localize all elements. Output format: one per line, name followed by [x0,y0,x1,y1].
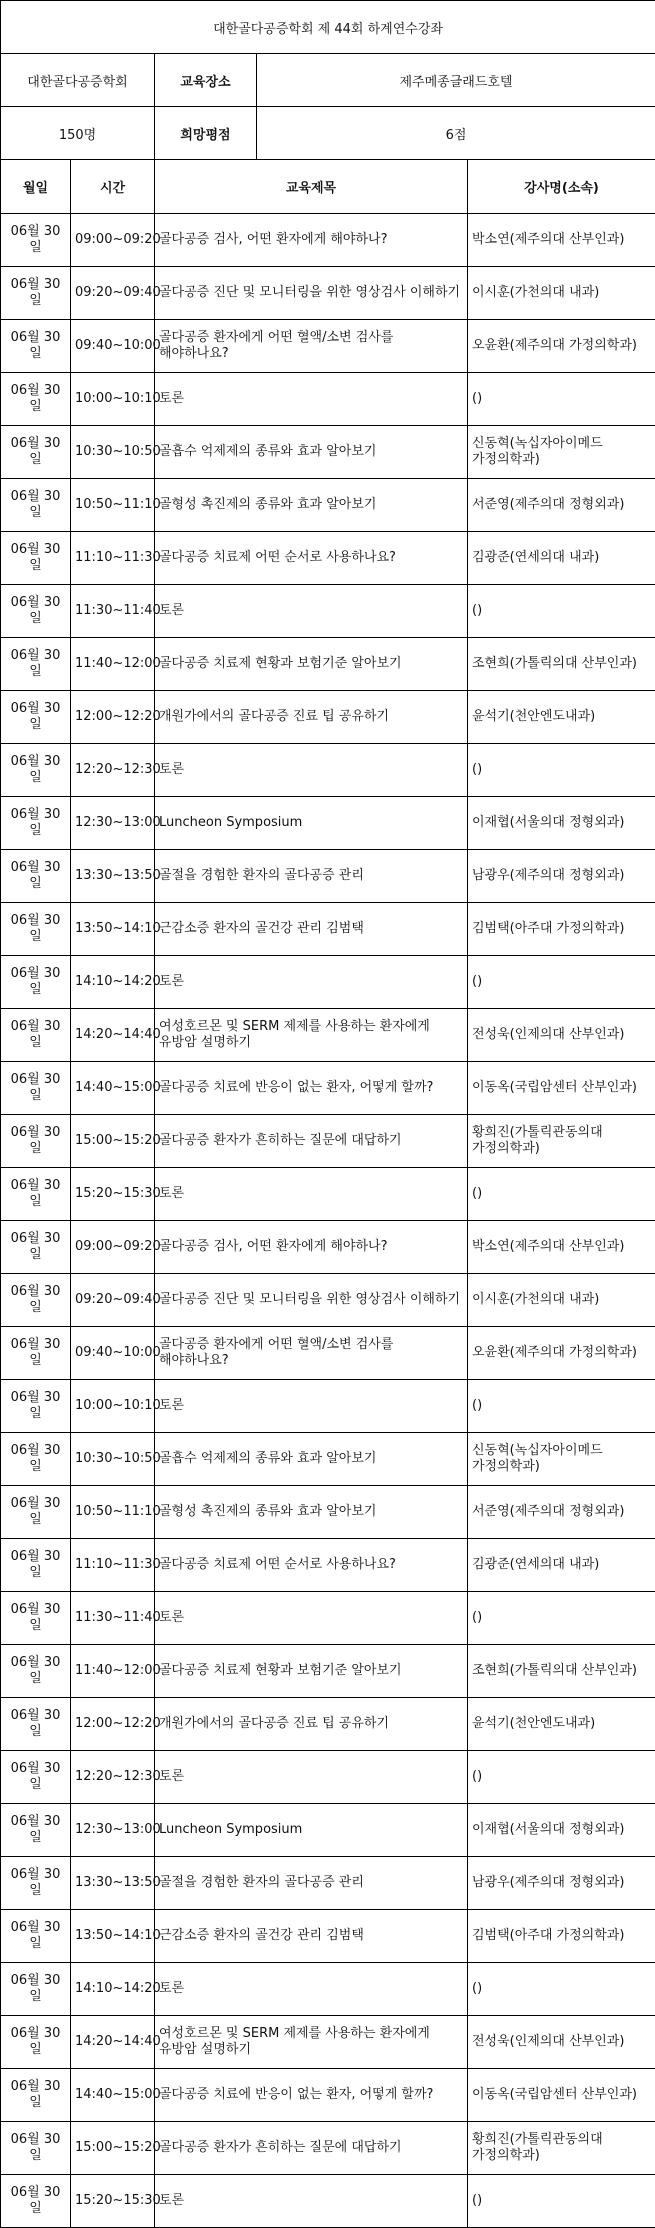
table-row [1,638,655,691]
row-date: 06월 30일 [1,479,71,532]
row-subject: 토론 [155,585,468,638]
row-date: 06월 30일 [1,1115,71,1168]
table-row [1,267,655,320]
row-date: 06월 30일 [1,532,71,585]
row-lecturer: 김광준(연세의대 내과) [468,532,655,585]
row-date: 06월 30일 [1,1963,71,2016]
table-row [1,1698,655,1751]
title-row [1,1,655,54]
row-subject: 골다공증 진단 및 모니터링을 위한 영상검사 이해하기 [155,267,468,320]
table-row [1,691,655,744]
table-row [1,1486,655,1539]
row-lecturer: 김범택(아주대 가정의학과) [468,903,655,956]
row-time: 15:20~15:30 [71,1168,155,1221]
org-name: 대한골다공증학회 [1,54,155,107]
row-time: 10:00~10:10 [71,1380,155,1433]
row-lecturer: 신동혁(녹십자아이메드 가정의학과) [468,1433,655,1486]
venue-value: 제주메종글래드호텔 [257,54,655,107]
table-row [1,1910,655,1963]
row-date: 06월 30일 [1,1380,71,1433]
row-lecturer: () [468,1751,655,1804]
row-time: 11:10~11:30 [71,1539,155,1592]
row-time: 11:40~12:00 [71,638,155,691]
table-row [1,1274,655,1327]
row-subject: 토론 [155,1380,468,1433]
table-row [1,585,655,638]
table-row [1,1168,655,1221]
row-subject: 토론 [155,956,468,1009]
row-lecturer: 오윤환(제주의대 가정의학과) [468,1327,655,1380]
row-date: 06월 30일 [1,903,71,956]
row-subject: 골다공증 치료제 현황과 보험기준 알아보기 [155,1645,468,1698]
row-time: 15:20~15:30 [71,2175,155,2228]
info-row-points [1,107,655,160]
table-row [1,956,655,1009]
row-lecturer: 전성욱(인제의대 산부인과) [468,2016,655,2069]
row-subject: 토론 [155,373,468,426]
row-time: 12:30~13:00 [71,1804,155,1857]
row-lecturer: () [468,956,655,1009]
row-date: 06월 30일 [1,2122,71,2175]
row-date: 06월 30일 [1,1221,71,1274]
row-time: 11:30~11:40 [71,1592,155,1645]
row-date: 06월 30일 [1,744,71,797]
row-lecturer: () [468,1592,655,1645]
table-row [1,2122,655,2175]
row-date: 06월 30일 [1,214,71,267]
row-time: 09:20~09:40 [71,1274,155,1327]
row-lecturer: 이재협(서울의대 정형외과) [468,797,655,850]
header-row [1,160,655,214]
row-lecturer: () [468,1963,655,2016]
row-date: 06월 30일 [1,1751,71,1804]
row-date: 06월 30일 [1,850,71,903]
row-subject: 골형성 촉진제의 종류와 효과 알아보기 [155,1486,468,1539]
row-time: 13:30~13:50 [71,1857,155,1910]
row-date: 06월 30일 [1,1486,71,1539]
row-time: 13:50~14:10 [71,1910,155,1963]
row-time: 14:40~15:00 [71,1062,155,1115]
row-lecturer: () [468,585,655,638]
row-lecturer: () [468,2175,655,2228]
row-lecturer: 서준영(제주의대 정형외과) [468,1486,655,1539]
row-lecturer: 윤석기(천안엔도내과) [468,691,655,744]
table-row [1,1115,655,1168]
row-lecturer: 이시훈(가천의대 내과) [468,1274,655,1327]
row-lecturer: 이동옥(국립암센터 산부인과) [468,1062,655,1115]
row-lecturer: () [468,744,655,797]
row-date: 06월 30일 [1,1910,71,1963]
row-subject: 토론 [155,1963,468,2016]
table-row [1,426,655,479]
row-subject: 개원가에서의 골다공증 진료 팁 공유하기 [155,1698,468,1751]
row-time: 09:00~09:20 [71,1221,155,1274]
row-subject: 골다공증 치료제 어떤 순서로 사용하나요? [155,1539,468,1592]
table-row [1,1062,655,1115]
row-time: 14:20~14:40 [71,2016,155,2069]
row-date: 06월 30일 [1,2069,71,2122]
table-row [1,903,655,956]
row-time: 12:00~12:20 [71,691,155,744]
header-date: 월일 [1,160,71,214]
row-lecturer: 이시훈(가천의대 내과) [468,267,655,320]
table-row [1,1221,655,1274]
row-subject: 골흡수 억제제의 종류와 효과 알아보기 [155,1433,468,1486]
row-subject: 골다공증 치료에 반응이 없는 환자, 어떻게 할까? [155,1062,468,1115]
row-date: 06월 30일 [1,1592,71,1645]
header-lecturer: 강사명(소속) [468,160,655,214]
row-date: 06월 30일 [1,1804,71,1857]
row-time: 14:10~14:20 [71,1963,155,2016]
row-date: 06월 30일 [1,373,71,426]
table-row [1,2069,655,2122]
row-time: 13:50~14:10 [71,903,155,956]
info-row-venue [1,54,655,107]
row-subject: 토론 [155,2175,468,2228]
row-subject: 골절을 경험한 환자의 골다공증 관리 [155,1857,468,1910]
row-lecturer: 남광우(제주의대 정형외과) [468,850,655,903]
table-row [1,744,655,797]
table-row [1,1433,655,1486]
row-subject: 골형성 촉진제의 종류와 효과 알아보기 [155,479,468,532]
row-time: 10:30~10:50 [71,426,155,479]
row-lecturer: 윤석기(천안엔도내과) [468,1698,655,1751]
row-lecturer: 오윤환(제주의대 가정의학과) [468,320,655,373]
row-lecturer: () [468,1168,655,1221]
row-subject: 여성호르몬 및 SERM 제제를 사용하는 환자에게 유방암 설명하기 [155,2016,468,2069]
row-lecturer: 박소연(제주의대 산부인과) [468,214,655,267]
row-subject: 여성호르몬 및 SERM 제제를 사용하는 환자에게 유방암 설명하기 [155,1009,468,1062]
row-time: 12:20~12:30 [71,1751,155,1804]
points-value: 6점 [257,107,655,160]
table-row [1,1380,655,1433]
row-date: 06월 30일 [1,1857,71,1910]
row-time: 09:00~09:20 [71,214,155,267]
row-subject: 토론 [155,744,468,797]
row-lecturer: 김범택(아주대 가정의학과) [468,1910,655,1963]
row-subject: 토론 [155,1592,468,1645]
row-date: 06월 30일 [1,1327,71,1380]
row-lecturer: 이재협(서울의대 정형외과) [468,1804,655,1857]
row-subject: 근감소증 환자의 골건강 관리 김범택 [155,903,468,956]
table-row [1,1857,655,1910]
row-lecturer: 박소연(제주의대 산부인과) [468,1221,655,1274]
table-row [1,214,655,267]
table-row [1,373,655,426]
row-time: 09:40~10:00 [71,320,155,373]
row-lecturer: () [468,373,655,426]
table-row [1,850,655,903]
row-time: 10:50~11:10 [71,479,155,532]
row-time: 09:40~10:00 [71,1327,155,1380]
row-subject: 토론 [155,1751,468,1804]
row-date: 06월 30일 [1,1645,71,1698]
row-time: 09:20~09:40 [71,267,155,320]
row-subject: 골다공증 검사, 어떤 환자에게 해야하나? [155,214,468,267]
row-date: 06월 30일 [1,2175,71,2228]
row-subject: 골다공증 치료에 반응이 없는 환자, 어떻게 할까? [155,2069,468,2122]
table-row [1,1804,655,1857]
row-lecturer: 황희진(가톨릭관동의대 가정의학과) [468,2122,655,2175]
row-date: 06월 30일 [1,797,71,850]
row-date: 06월 30일 [1,691,71,744]
row-time: 10:00~10:10 [71,373,155,426]
attendee-count: 150명 [1,107,155,160]
header-time: 시간 [71,160,155,214]
row-date: 06월 30일 [1,1698,71,1751]
row-subject: 토론 [155,1168,468,1221]
table-row [1,797,655,850]
row-time: 14:20~14:40 [71,1009,155,1062]
row-time: 11:10~11:30 [71,532,155,585]
table-row [1,320,655,373]
table-row [1,1009,655,1062]
row-time: 10:30~10:50 [71,1433,155,1486]
row-lecturer: 조현희(가톨릭의대 산부인과) [468,1645,655,1698]
row-time: 10:50~11:10 [71,1486,155,1539]
table-row [1,1645,655,1698]
row-time: 12:00~12:20 [71,1698,155,1751]
row-date: 06월 30일 [1,2016,71,2069]
row-time: 14:40~15:00 [71,2069,155,2122]
row-date: 06월 30일 [1,320,71,373]
row-subject: 골다공증 진단 및 모니터링을 위한 영상검사 이해하기 [155,1274,468,1327]
row-lecturer: () [468,1380,655,1433]
row-date: 06월 30일 [1,267,71,320]
row-date: 06월 30일 [1,426,71,479]
points-label: 희망평점 [155,107,257,160]
row-subject: 골절을 경험한 환자의 골다공증 관리 [155,850,468,903]
row-lecturer: 김광준(연세의대 내과) [468,1539,655,1592]
row-time: 14:10~14:20 [71,956,155,1009]
table-row [1,532,655,585]
row-time: 15:00~15:20 [71,1115,155,1168]
row-subject: 골다공증 치료제 현황과 보험기준 알아보기 [155,638,468,691]
row-subject: Luncheon Symposium [155,1804,468,1857]
table-row [1,1963,655,2016]
row-lecturer: 전성욱(인제의대 산부인과) [468,1009,655,1062]
table-row [1,1592,655,1645]
table-row [1,1751,655,1804]
table-row [1,2016,655,2069]
row-lecturer: 황희진(가톨릭관동의대 가정의학과) [468,1115,655,1168]
table-row [1,1539,655,1592]
row-subject: 골다공증 환자에게 어떤 혈액/소변 검사를 해야하나요? [155,1327,468,1380]
row-subject: 개원가에서의 골다공증 진료 팁 공유하기 [155,691,468,744]
page-title: 대한골다공증학회 제 44회 하계연수강좌 [1,1,655,54]
row-time: 15:00~15:20 [71,2122,155,2175]
row-lecturer: 신동혁(녹십자아이메드 가정의학과) [468,426,655,479]
row-subject: 근감소증 환자의 골건강 관리 김범택 [155,1910,468,1963]
row-date: 06월 30일 [1,1274,71,1327]
row-lecturer: 서준영(제주의대 정형외과) [468,479,655,532]
row-time: 12:20~12:30 [71,744,155,797]
row-time: 13:30~13:50 [71,850,155,903]
row-date: 06월 30일 [1,1433,71,1486]
row-subject: 골다공증 검사, 어떤 환자에게 해야하나? [155,1221,468,1274]
row-time: 12:30~13:00 [71,797,155,850]
row-date: 06월 30일 [1,638,71,691]
row-subject: 골다공증 환자가 흔히하는 질문에 대답하기 [155,1115,468,1168]
row-subject: 골다공증 환자가 흔히하는 질문에 대답하기 [155,2122,468,2175]
row-subject: 골다공증 치료제 어떤 순서로 사용하나요? [155,532,468,585]
row-subject: 골다공증 환자에게 어떤 혈액/소변 검사를 해야하나요? [155,320,468,373]
row-date: 06월 30일 [1,585,71,638]
row-date: 06월 30일 [1,1539,71,1592]
row-date: 06월 30일 [1,1168,71,1221]
row-date: 06월 30일 [1,1062,71,1115]
table-row [1,2175,655,2228]
row-lecturer: 남광우(제주의대 정형외과) [468,1857,655,1910]
header-subject: 교육제목 [155,160,468,214]
table-row [1,1327,655,1380]
row-subject: Luncheon Symposium [155,797,468,850]
row-time: 11:30~11:40 [71,585,155,638]
row-date: 06월 30일 [1,956,71,1009]
row-date: 06월 30일 [1,1009,71,1062]
venue-label: 교육장소 [155,54,257,107]
table-row [1,479,655,532]
row-time: 11:40~12:00 [71,1645,155,1698]
row-subject: 골흡수 억제제의 종류와 효과 알아보기 [155,426,468,479]
row-lecturer: 이동옥(국립암센터 산부인과) [468,2069,655,2122]
row-lecturer: 조현희(가톨릭의대 산부인과) [468,638,655,691]
